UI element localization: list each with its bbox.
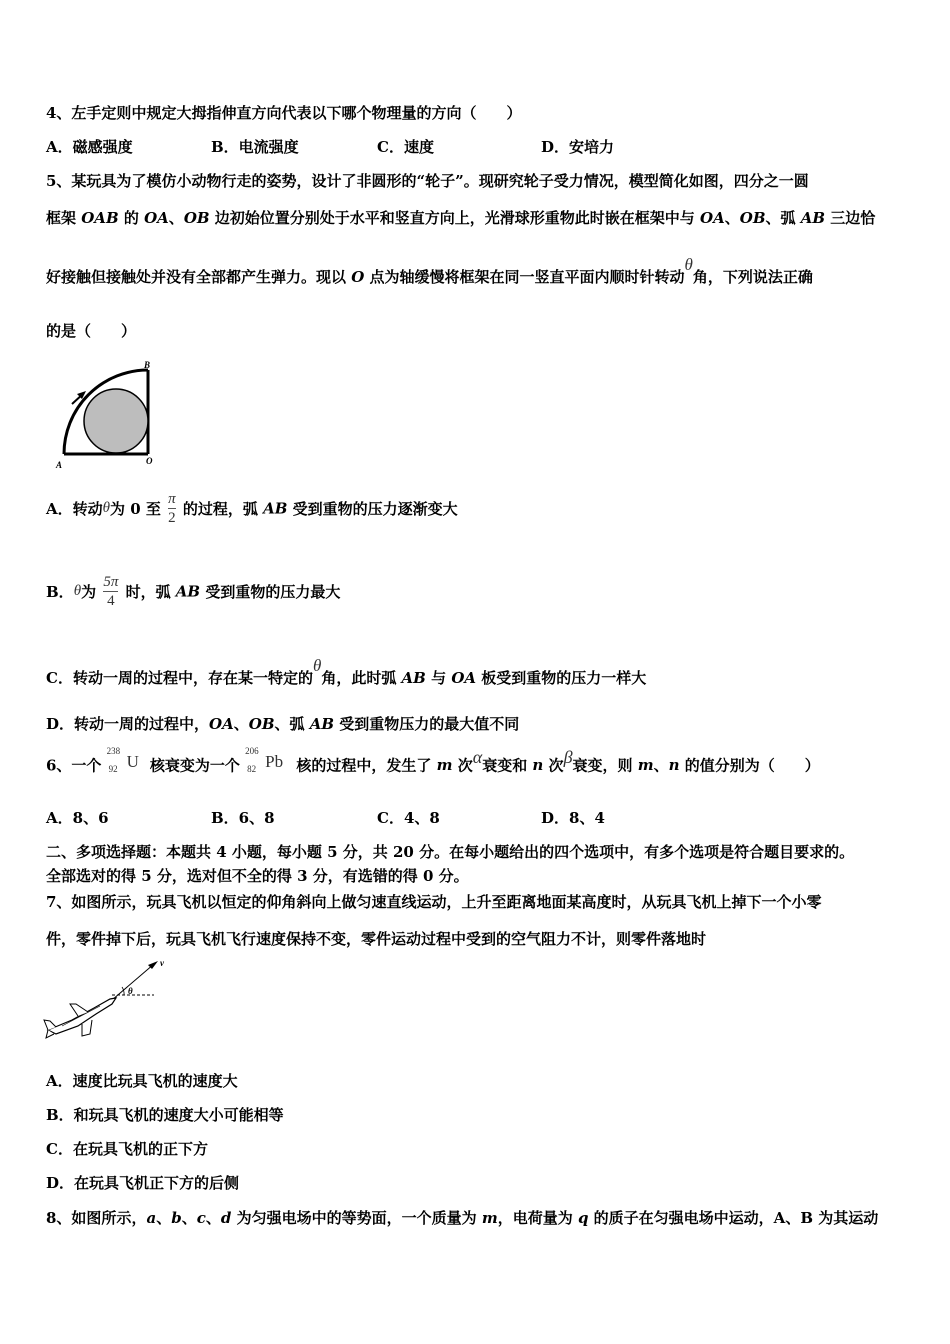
q6-option-b: B．6、8: [211, 809, 275, 827]
q5-stem-line2: 框架 OAB 的 OA、OB 边初始位置分别处于水平和竖直方向上，光滑球形重物此时嵌在框架中与 OA、OB、弧 AB 三边恰: [46, 209, 876, 227]
q4-option-a: A．磁感强度: [46, 138, 133, 156]
uranium-238-nucleus: 238 92 U: [106, 746, 139, 774]
q7-stem-line1: 7、如图所示，玩具飞机以恒定的仰角斜向上做匀速直线运动，上升至距离地面某高度时，从玩具飞机上掉下一个小零: [46, 893, 822, 911]
q7-option-b: B．和玩具飞机的速度大小可能相等: [46, 1106, 284, 1124]
quarter-circle-frame-figure: [52, 356, 162, 472]
q5-option-d: D．转动一周的过程中，OA、OB、弧 AB 受到重物压力的最大值不同: [46, 715, 520, 733]
q5-stem-line1: 5、某玩具为了模仿小动物行走的姿势，设计了非圆形的“轮子”。现研究轮子受力情况，模型简化如图，四分之一圆: [46, 172, 809, 190]
beta-symbol: β: [563, 747, 573, 767]
q8-stem-line1: 8、如图所示，a、b、c、d 为匀强电场中的等势面，一个质量为 m，电荷量为 q 的质子在匀强电场中运动，A、B 为其运动: [46, 1209, 879, 1227]
lead-206-nucleus: 206 82 Pb: [245, 746, 284, 774]
q4-option-b: B．电流强度: [211, 138, 299, 156]
label-v: v: [160, 958, 164, 968]
label-a: A: [56, 460, 63, 470]
fraction-pi-over-2: $\frac{\pi}{2}$: [168, 491, 176, 526]
section2-heading-line2: 全部选对的得 5 分，选对但不全的得 3 分，有选错的得 0 分。: [46, 867, 469, 885]
q7-option-a: A．速度比玩具飞机的速度大: [46, 1072, 238, 1090]
toy-airplane-figure: [42, 954, 172, 1044]
q5-option-b: B．θ为 $\frac{5\pi}{4}$ 时，弧 AB 受到重物的压力最大: [46, 574, 341, 609]
q6-option-c: C．4、8: [377, 809, 440, 827]
q5-option-a: A．转动θ为 0 至 $\frac{\pi}{2}$ 的过程，弧 AB 受到重物的压力逐渐变大: [46, 491, 458, 526]
q7-option-d: D．在玩具飞机正下方的后侧: [46, 1174, 240, 1192]
q4-option-d: D．安培力: [541, 138, 615, 156]
q6-option-d: D．8、4: [541, 809, 605, 827]
fraction-5pi-over-4: $\frac{5\pi}{4}$: [103, 574, 119, 609]
theta-symbol: θ: [684, 255, 693, 274]
label-theta: θ: [128, 986, 133, 996]
alpha-symbol: α: [472, 747, 483, 767]
label-o: O: [146, 456, 153, 466]
q6-stem: 6、一个 238 92 U 核衰变为一个 206 82 Pb 核的过程中，发生了 m 次α衰变和 n 次β衰变，则 m、n 的值分别为（ ）: [46, 752, 820, 778]
q6-option-a: A．8、6: [46, 809, 109, 827]
section2-heading-line1: 二、多项选择题：本题共 4 小题，每小题 5 分，共 20 分。在每小题给出的四个选项中，有多个选项是符合题目要求的。: [46, 843, 855, 861]
q4-option-c: C．速度: [377, 138, 434, 156]
q7-stem-line2: 件，零件掉下后，玩具飞机飞行速度保持不变，零件运动过程中受到的空气阻力不计，则零件落地时: [46, 930, 707, 948]
label-b: B: [144, 360, 151, 370]
q4-stem: 4、左手定则中规定大拇指伸直方向代表以下哪个物理量的方向（ ）: [46, 104, 522, 122]
q5-stem-line3: 好接触但接触处并没有全部都产生弹力。现以 O 点为轴缓慢将框架在同一竖直平面内顺时针转动θ角，下列说法正确: [46, 255, 813, 286]
q7-option-c: C．在玩具飞机的正下方: [46, 1140, 208, 1158]
q5-stem-line4: 的是（ ）: [46, 322, 137, 340]
q5-option-c: C．转动一周的过程中，存在某一特定的θ角，此时弧 AB 与 OA 板受到重物的压力一样大: [46, 656, 647, 687]
